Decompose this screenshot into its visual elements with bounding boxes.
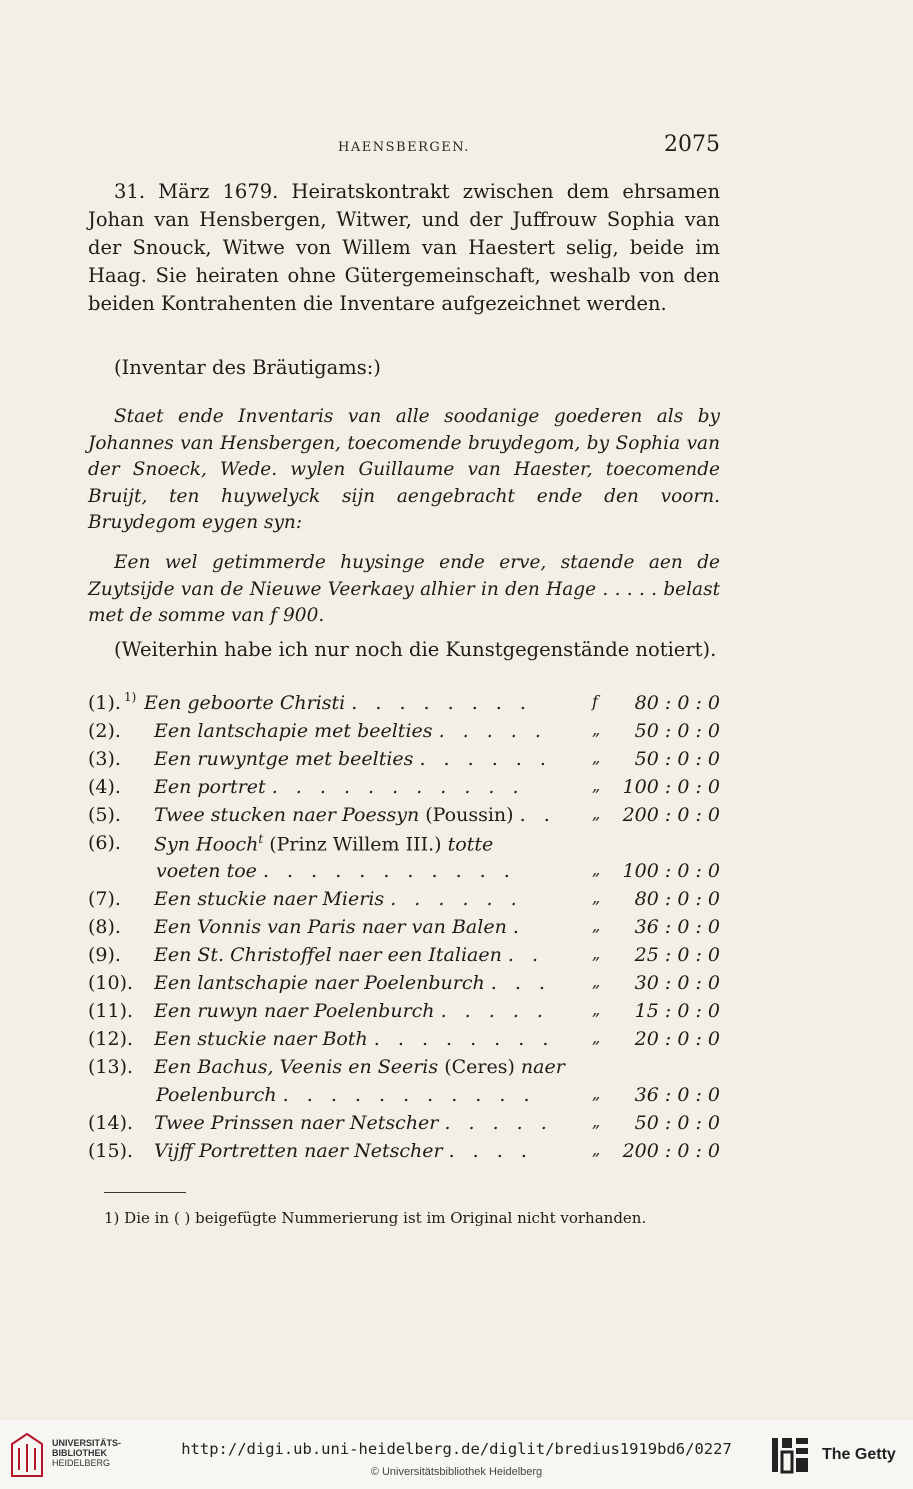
currency-mark: „ xyxy=(592,776,601,795)
item-number: (10). xyxy=(88,972,134,994)
permalink-url[interactable]: http://digi.ub.uni-heidelberg.de/diglit/bredius1919bd6/0227 xyxy=(181,1440,732,1458)
currency-mark: „ xyxy=(592,944,601,963)
item-title: Een lantschapie naer Poelenburch . . . xyxy=(154,972,551,994)
inventory-item xyxy=(88,944,720,972)
staet-paragraph: Staet ende Inventaris van alle soodanige goederen als by Johannes van Hensbergen, toecomende bruydegom, by Sophia van der Snoeck, Wede. wylen Guillaume van Haester, toecomende Bruijt, ten huywelyck sijn aengebracht ende den voorn. Bruydegom eygen syn: xyxy=(88,406,720,533)
currency-mark: f xyxy=(592,692,598,711)
item-amount: 25 : 0 : 0 xyxy=(634,944,720,966)
item-amount: 20 : 0 : 0 xyxy=(634,1028,720,1050)
house-paragraph: Een wel getimmerde huysinge ende erve, staende aen de Zuytsijde van de Nieuwe Veerkaey alhier in den Hage . . . . . belast met de somme van f 900. xyxy=(88,552,720,626)
currency-mark: „ xyxy=(592,916,601,935)
inventory-item xyxy=(88,1000,720,1028)
inventory-list xyxy=(88,692,720,1168)
item-title: Vijff Portretten naer Netscher . . . . xyxy=(154,1140,533,1162)
item-number: (9). xyxy=(88,944,121,966)
currency-mark: „ xyxy=(592,860,601,879)
currency-mark: „ xyxy=(592,1140,601,1159)
currency-mark: „ xyxy=(592,748,601,767)
item-title: Een Vonnis van Paris naer van Balen . xyxy=(154,916,525,938)
inventory-item xyxy=(88,1084,720,1112)
item-amount: 200 : 0 : 0 xyxy=(622,1140,720,1162)
currency-mark: „ xyxy=(592,972,601,991)
currency-mark: „ xyxy=(592,1028,601,1047)
inventory-item xyxy=(88,1112,720,1140)
item-amount: 80 : 0 : 0 xyxy=(634,888,720,910)
item-title: voeten toe . . . . . . . . . . . xyxy=(156,860,516,882)
item-amount: 80 : 0 : 0 xyxy=(634,692,720,714)
currency-mark: „ xyxy=(592,888,601,907)
item-title: Twee Prinssen naer Netscher . . . . . xyxy=(154,1112,553,1134)
item-amount: 50 : 0 : 0 xyxy=(634,1112,720,1134)
item-number: (3). xyxy=(88,748,121,770)
currency-mark: „ xyxy=(592,720,601,739)
inventory-item xyxy=(88,916,720,944)
inventory-item xyxy=(88,832,720,860)
copyright-notice: © Universitätsbibliothek Heidelberg xyxy=(370,1466,543,1478)
item-number: (6). xyxy=(88,832,121,854)
inventory-item xyxy=(88,804,720,832)
item-title: Poelenburch . . . . . . . . . . . xyxy=(156,1084,536,1106)
intro-paragraph: 31. März 1679. Heiratskontrakt zwischen dem ehrsamen Johan van Hensbergen, Witwer, und der Juffrouw Sophia van der Snouck, Witwe von Willem van Haestert selig, beide im Haag. Sie heiraten ohne Gütergemeinschaft, weshalb von den beiden Kontrahenten die Inventare aufgezeichnet werden. xyxy=(88,180,720,315)
inventory-item xyxy=(88,972,720,1000)
item-number: (5). xyxy=(88,804,121,826)
getty-logo-icon xyxy=(770,1434,810,1476)
footnote-marker: 1) xyxy=(124,690,137,704)
page-title: HAENSBERGEN. xyxy=(338,140,470,155)
page-number: 2075 xyxy=(664,132,720,157)
weiterhin-paragraph: (Weiterhin habe ich nur noch die Kunstgegenstände notiert). xyxy=(114,638,717,661)
inventory-item xyxy=(88,776,720,804)
inventar-note: (Inventar des Bräutigams:) xyxy=(114,356,381,379)
inventory-item xyxy=(88,1056,720,1084)
inventory-item xyxy=(88,692,720,720)
item-amount: 30 : 0 : 0 xyxy=(634,972,720,994)
item-title: Een geboorte Christi . . . . . . . . xyxy=(144,692,532,714)
item-title: Een stuckie naer Both . . . . . . . . xyxy=(154,1028,555,1050)
item-amount: 36 : 0 : 0 xyxy=(634,916,720,938)
item-title: Een stuckie naer Mieris . . . . . . xyxy=(154,888,523,910)
currency-mark: „ xyxy=(592,1112,601,1131)
item-title: Een Bachus, Veenis en Seeris (Ceres) naer xyxy=(154,1056,565,1078)
item-amount: 200 : 0 : 0 xyxy=(622,804,720,826)
item-amount: 50 : 0 : 0 xyxy=(634,748,720,770)
item-amount: 15 : 0 : 0 xyxy=(634,1000,720,1022)
currency-mark: „ xyxy=(592,1000,601,1019)
running-head xyxy=(88,132,720,162)
item-amount: 100 : 0 : 0 xyxy=(622,860,720,882)
footnote: 1) Die in ( ) beigefügte Nummerierung ist im Original nicht vorhanden. xyxy=(104,1209,647,1227)
item-amount: 50 : 0 : 0 xyxy=(634,720,720,742)
item-title: Een portret . . . . . . . . . . . xyxy=(154,776,525,798)
item-number: (4). xyxy=(88,776,121,798)
inventory-item xyxy=(88,748,720,776)
currency-mark: „ xyxy=(592,1084,601,1103)
digitization-footer xyxy=(0,1420,913,1489)
inventory-item xyxy=(88,888,720,916)
item-number: (1). xyxy=(88,692,121,714)
item-amount: 100 : 0 : 0 xyxy=(622,776,720,798)
currency-mark: „ xyxy=(592,804,601,823)
item-title: Een lantschapie met beelties . . . . . xyxy=(154,720,547,742)
item-title: Een ruwyntge met beelties . . . . . . xyxy=(154,748,552,770)
item-number: (2). xyxy=(88,720,121,742)
getty-wordmark: The Getty xyxy=(822,1446,896,1463)
item-number: (12). xyxy=(88,1028,134,1050)
inventory-item xyxy=(88,720,720,748)
inventory-item xyxy=(88,860,720,888)
item-number: (13). xyxy=(88,1056,134,1078)
item-number: (14). xyxy=(88,1112,134,1134)
inventory-item xyxy=(88,1140,720,1168)
item-title: Twee stucken naer Poessyn (Poussin) . . xyxy=(154,804,556,826)
inventory-item xyxy=(88,1028,720,1056)
item-number: (11). xyxy=(88,1000,134,1022)
footnote-divider xyxy=(104,1192,186,1193)
item-title: Syn Hooch$^t$ (Prinz Willem III.) totte xyxy=(154,832,494,856)
item-number: (15). xyxy=(88,1140,134,1162)
item-title: Een St. Christoffel naer een Italiaen . . xyxy=(154,944,544,966)
library-name: UNIVERSITÄTS- BIBLIOTHEK HEIDELBERG xyxy=(52,1438,122,1468)
item-number: (8). xyxy=(88,916,121,938)
item-amount: 36 : 0 : 0 xyxy=(634,1084,720,1106)
item-title: Een ruwyn naer Poelenburch . . . . . xyxy=(154,1000,549,1022)
item-number: (7). xyxy=(88,888,121,910)
